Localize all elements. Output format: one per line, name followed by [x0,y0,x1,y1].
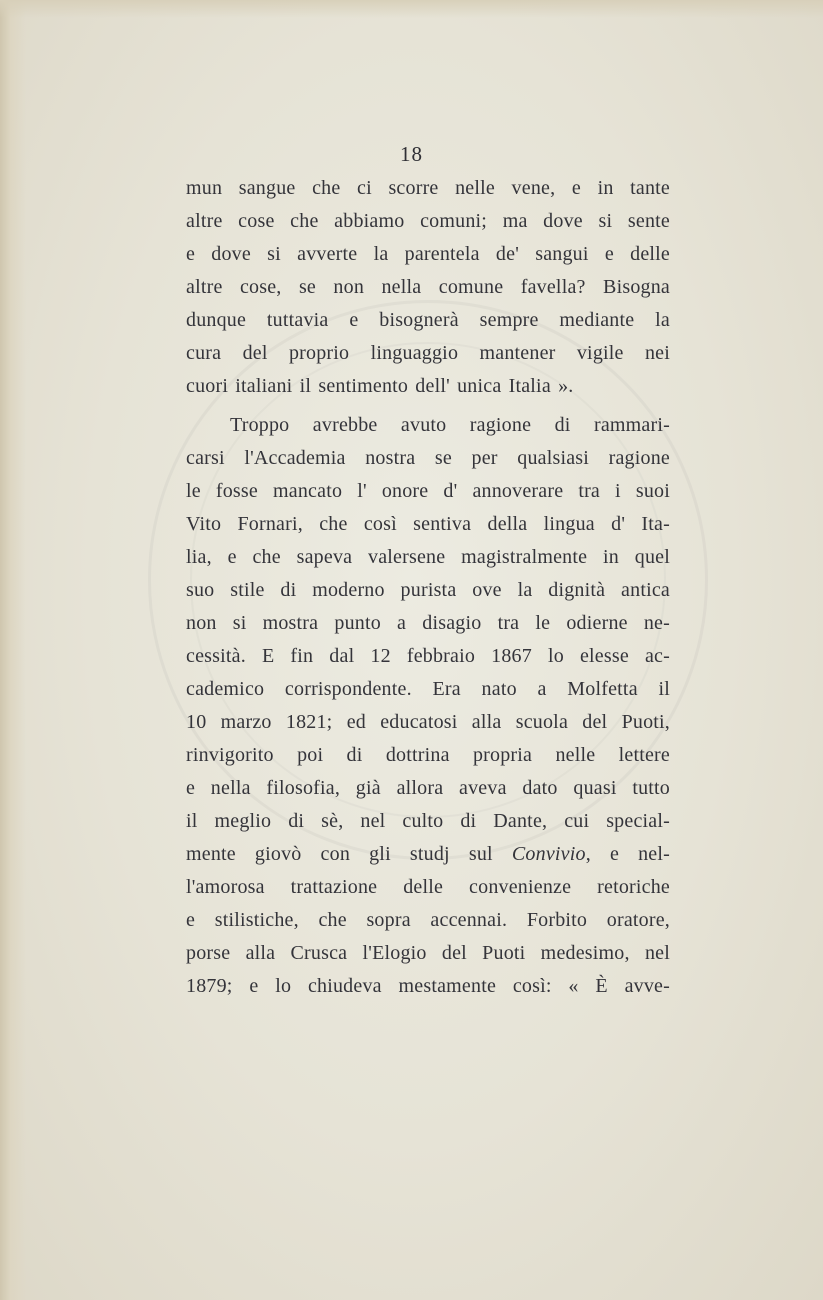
page-number: 18 [400,142,423,166]
text-line: cademico corrispondente. Era nato a Molfetta il [186,678,670,700]
text-line: lia, e che sapeva valersene magistralmente in quel [186,546,670,568]
text-line: le fosse mancato l' onore d' annoverare tra i suoi [186,480,670,502]
text-segment: mente giovò con gli studj sul [186,843,512,865]
text-line: cura del proprio linguaggio mantener vigile nei [186,342,670,364]
text-line: porse alla Crusca l'Elogio del Puoti medesimo, nel [186,942,670,964]
text-line: 10 marzo 1821; ed educatosi alla scuola del Puoti, [186,711,670,733]
text-line: carsi l'Accademia nostra se per qualsiasi ragione [186,447,670,469]
text-line: e stilistiche, che sopra accennai. Forbito oratore, [186,909,670,931]
text-line-with-italic-title [186,838,670,871]
text-line: suo stile di moderno purista ove la dignità antica [186,579,670,601]
text-line: non si mostra punto a disagio tra le odierne ne- [186,612,670,634]
text-line: il meglio di sè, nel culto di Dante, cui special- [186,810,670,832]
paragraph-first-line: Troppo avrebbe avuto ragione di rammari- [230,414,670,436]
page-top-shadow [0,0,823,18]
text-segment: , e nel- [585,843,670,865]
italic-work-title: Convivio [511,843,586,865]
text-line: mun sangue che ci scorre nelle vene, e in tante [186,177,670,199]
text-line: e nella filosofia, già allora aveva dato quasi tutto [186,777,670,799]
text-line: altre cose, se non nella comune favella? Bisogna [186,276,670,298]
page-edge-shadow [0,0,26,1300]
text-line: l'amorosa trattazione delle convenienze retoriche [186,876,670,898]
text-line: Vito Fornari, che così sentiva della lingua d' Ita- [186,513,670,535]
body-text [186,172,670,1003]
text-line: e dove si avverte la parentela de' sangui e delle [186,243,670,265]
text-line: 1879; e lo chiudeva mestamente così: « È avve- [186,975,670,997]
text-line: dunque tuttavia e bisognerà sempre mediante la [186,309,670,331]
text-line: cessità. E fin dal 12 febbraio 1867 lo elesse ac- [186,645,670,667]
text-line: cuori italiani il sentimento dell' unica Italia ». [186,375,574,397]
text-line: altre cose che abbiamo comuni; ma dove si sente [186,210,670,232]
text-line: rinvigorito poi di dottrina propria nelle lettere [186,744,670,766]
